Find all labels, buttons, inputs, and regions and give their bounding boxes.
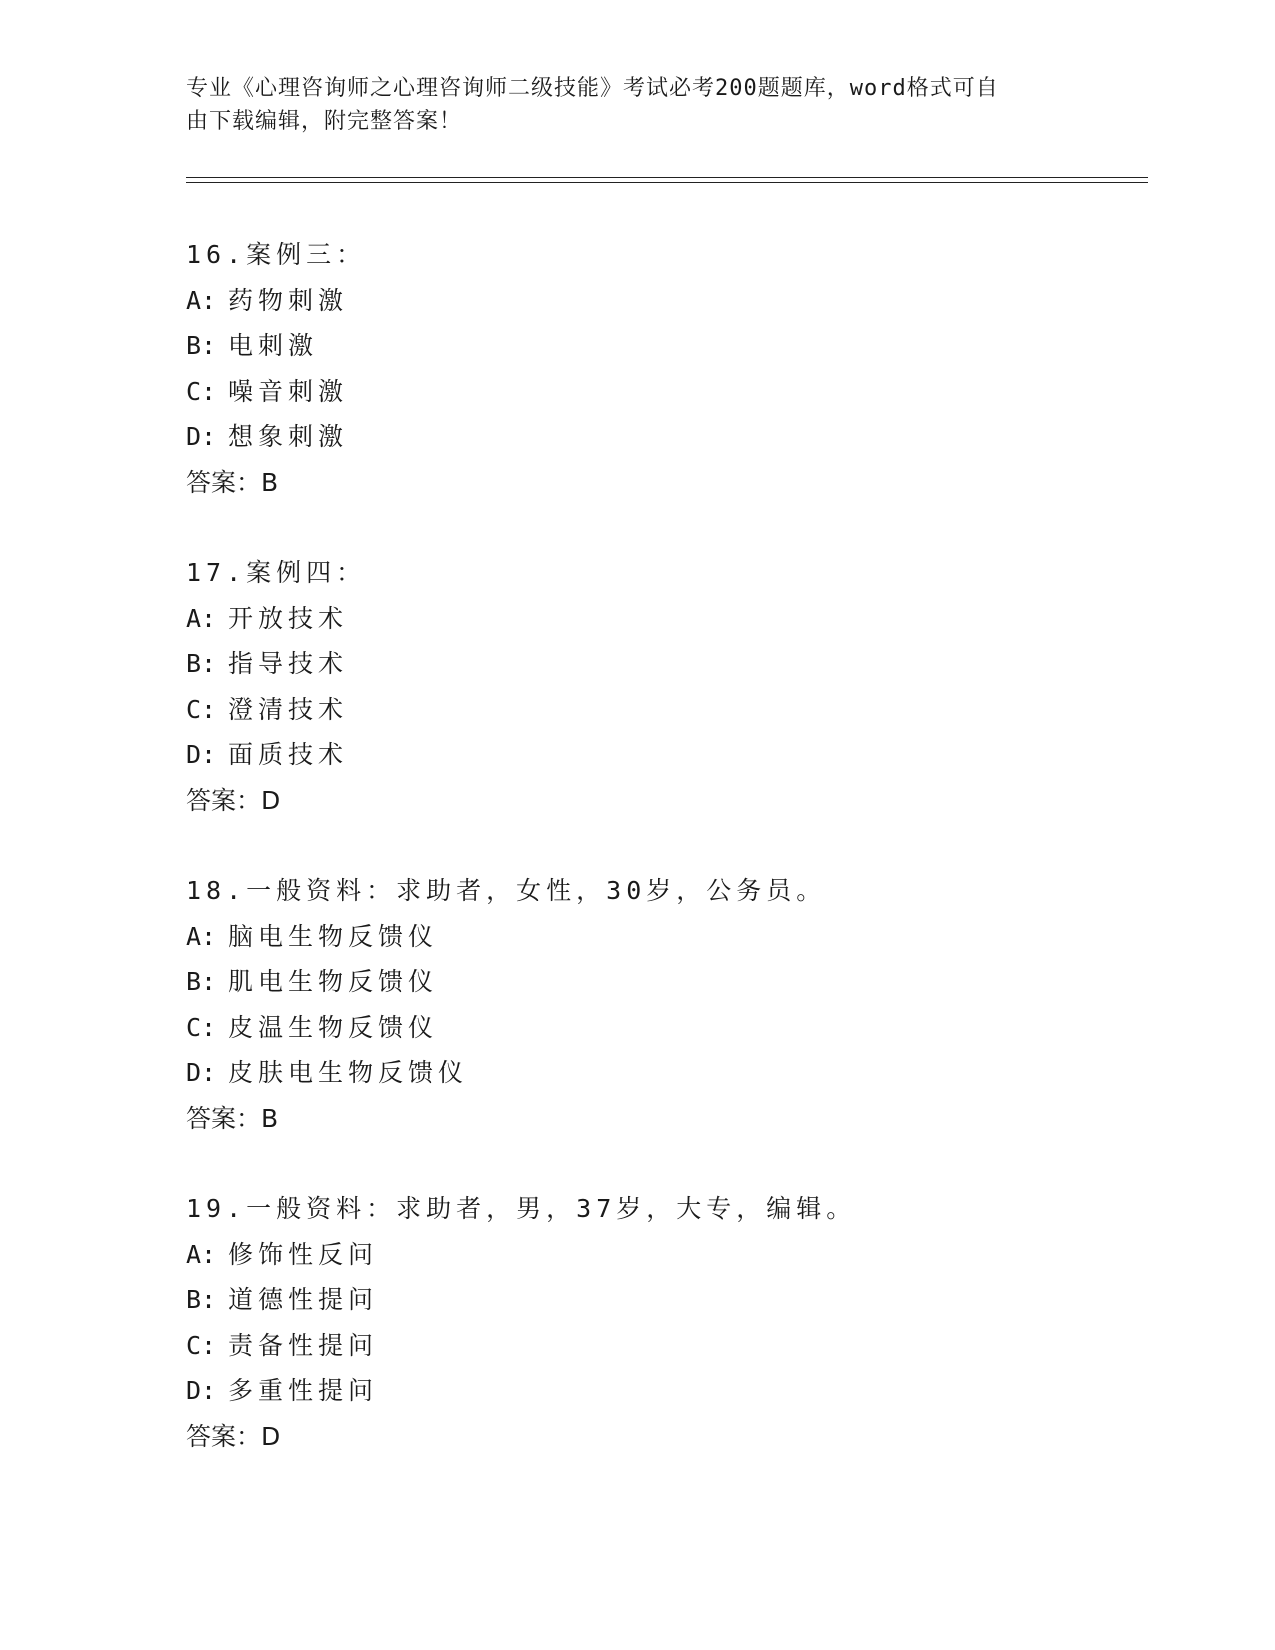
- option-text: 面质技术: [228, 740, 349, 769]
- option-text: 指导技术: [228, 649, 349, 678]
- question-block: [186, 232, 1086, 505]
- option-text: 药物刺激: [228, 285, 349, 315]
- question-block: [186, 550, 1086, 823]
- option-text: 脑电生物反馈仪: [228, 921, 439, 951]
- question-block: [186, 1186, 1086, 1459]
- option-text: 肌电生物反馈仪: [228, 967, 439, 996]
- option-text: 噪音刺激: [228, 376, 349, 406]
- option-label: D:: [186, 740, 217, 769]
- option-label: B:: [186, 967, 217, 996]
- option-b: [186, 641, 1086, 687]
- option-label: D:: [186, 1058, 217, 1087]
- option-a: [186, 1232, 1086, 1278]
- option-b: [186, 1277, 1086, 1323]
- option-a: [186, 914, 1086, 960]
- option-d: [186, 1050, 1086, 1096]
- option-label: A:: [186, 1239, 217, 1269]
- option-label: B:: [186, 649, 217, 678]
- option-label: D:: [186, 1376, 217, 1405]
- header-divider-top: [186, 177, 1148, 178]
- option-label: B:: [186, 1285, 217, 1314]
- answer-line: 答案：D: [186, 785, 281, 815]
- option-label: A:: [186, 285, 217, 315]
- option-label: A:: [186, 603, 217, 633]
- option-label: C:: [186, 376, 217, 406]
- header-line-1: 专业《心理咨询师之心理咨询师二级技能》考试必考200题题库，word格式可自: [186, 76, 999, 101]
- option-text: 道德性提问: [228, 1285, 379, 1314]
- option-label: C:: [186, 694, 217, 724]
- option-text: 开放技术: [228, 603, 349, 633]
- option-c: [186, 1005, 1086, 1051]
- option-text: 皮肤电生物反馈仪: [228, 1058, 469, 1087]
- option-label: C:: [186, 1012, 217, 1042]
- answer-line: 答案：D: [186, 1421, 281, 1451]
- option-label: A:: [186, 921, 217, 951]
- answer-line: 答案：B: [186, 1103, 279, 1133]
- header-line-2: 由下载编辑，附完整答案！: [186, 109, 463, 134]
- option-d: [186, 1368, 1086, 1414]
- option-text: 皮温生物反馈仪: [228, 1012, 439, 1042]
- option-d: [186, 414, 1086, 460]
- option-b: [186, 959, 1086, 1005]
- option-text: 澄清技术: [228, 694, 349, 724]
- option-text: 责备性提问: [228, 1330, 379, 1360]
- document-header: [186, 72, 1066, 138]
- option-a: [186, 278, 1086, 324]
- option-text: 多重性提问: [228, 1376, 379, 1405]
- header-divider-bottom: [186, 182, 1148, 183]
- question-stem: 18.一般资料：求助者，女性，30岁，公务员。: [186, 876, 827, 905]
- question-stem: 17.案例四：: [186, 558, 367, 587]
- option-a: [186, 596, 1086, 642]
- question-block: [186, 868, 1086, 1141]
- option-c: [186, 369, 1086, 415]
- option-c: [186, 1323, 1086, 1369]
- option-text: 修饰性反问: [228, 1239, 379, 1269]
- option-text: 想象刺激: [228, 422, 349, 451]
- option-b: [186, 323, 1086, 369]
- option-label: D:: [186, 422, 217, 451]
- question-stem: 16.案例三：: [186, 240, 367, 269]
- option-d: [186, 732, 1086, 778]
- option-label: B:: [186, 331, 217, 360]
- option-label: C:: [186, 1330, 217, 1360]
- option-text: 电刺激: [228, 331, 319, 360]
- answer-line: 答案：B: [186, 467, 279, 497]
- question-stem: 19.一般资料：求助者，男，37岁，大专，编辑。: [186, 1194, 857, 1223]
- option-c: [186, 687, 1086, 733]
